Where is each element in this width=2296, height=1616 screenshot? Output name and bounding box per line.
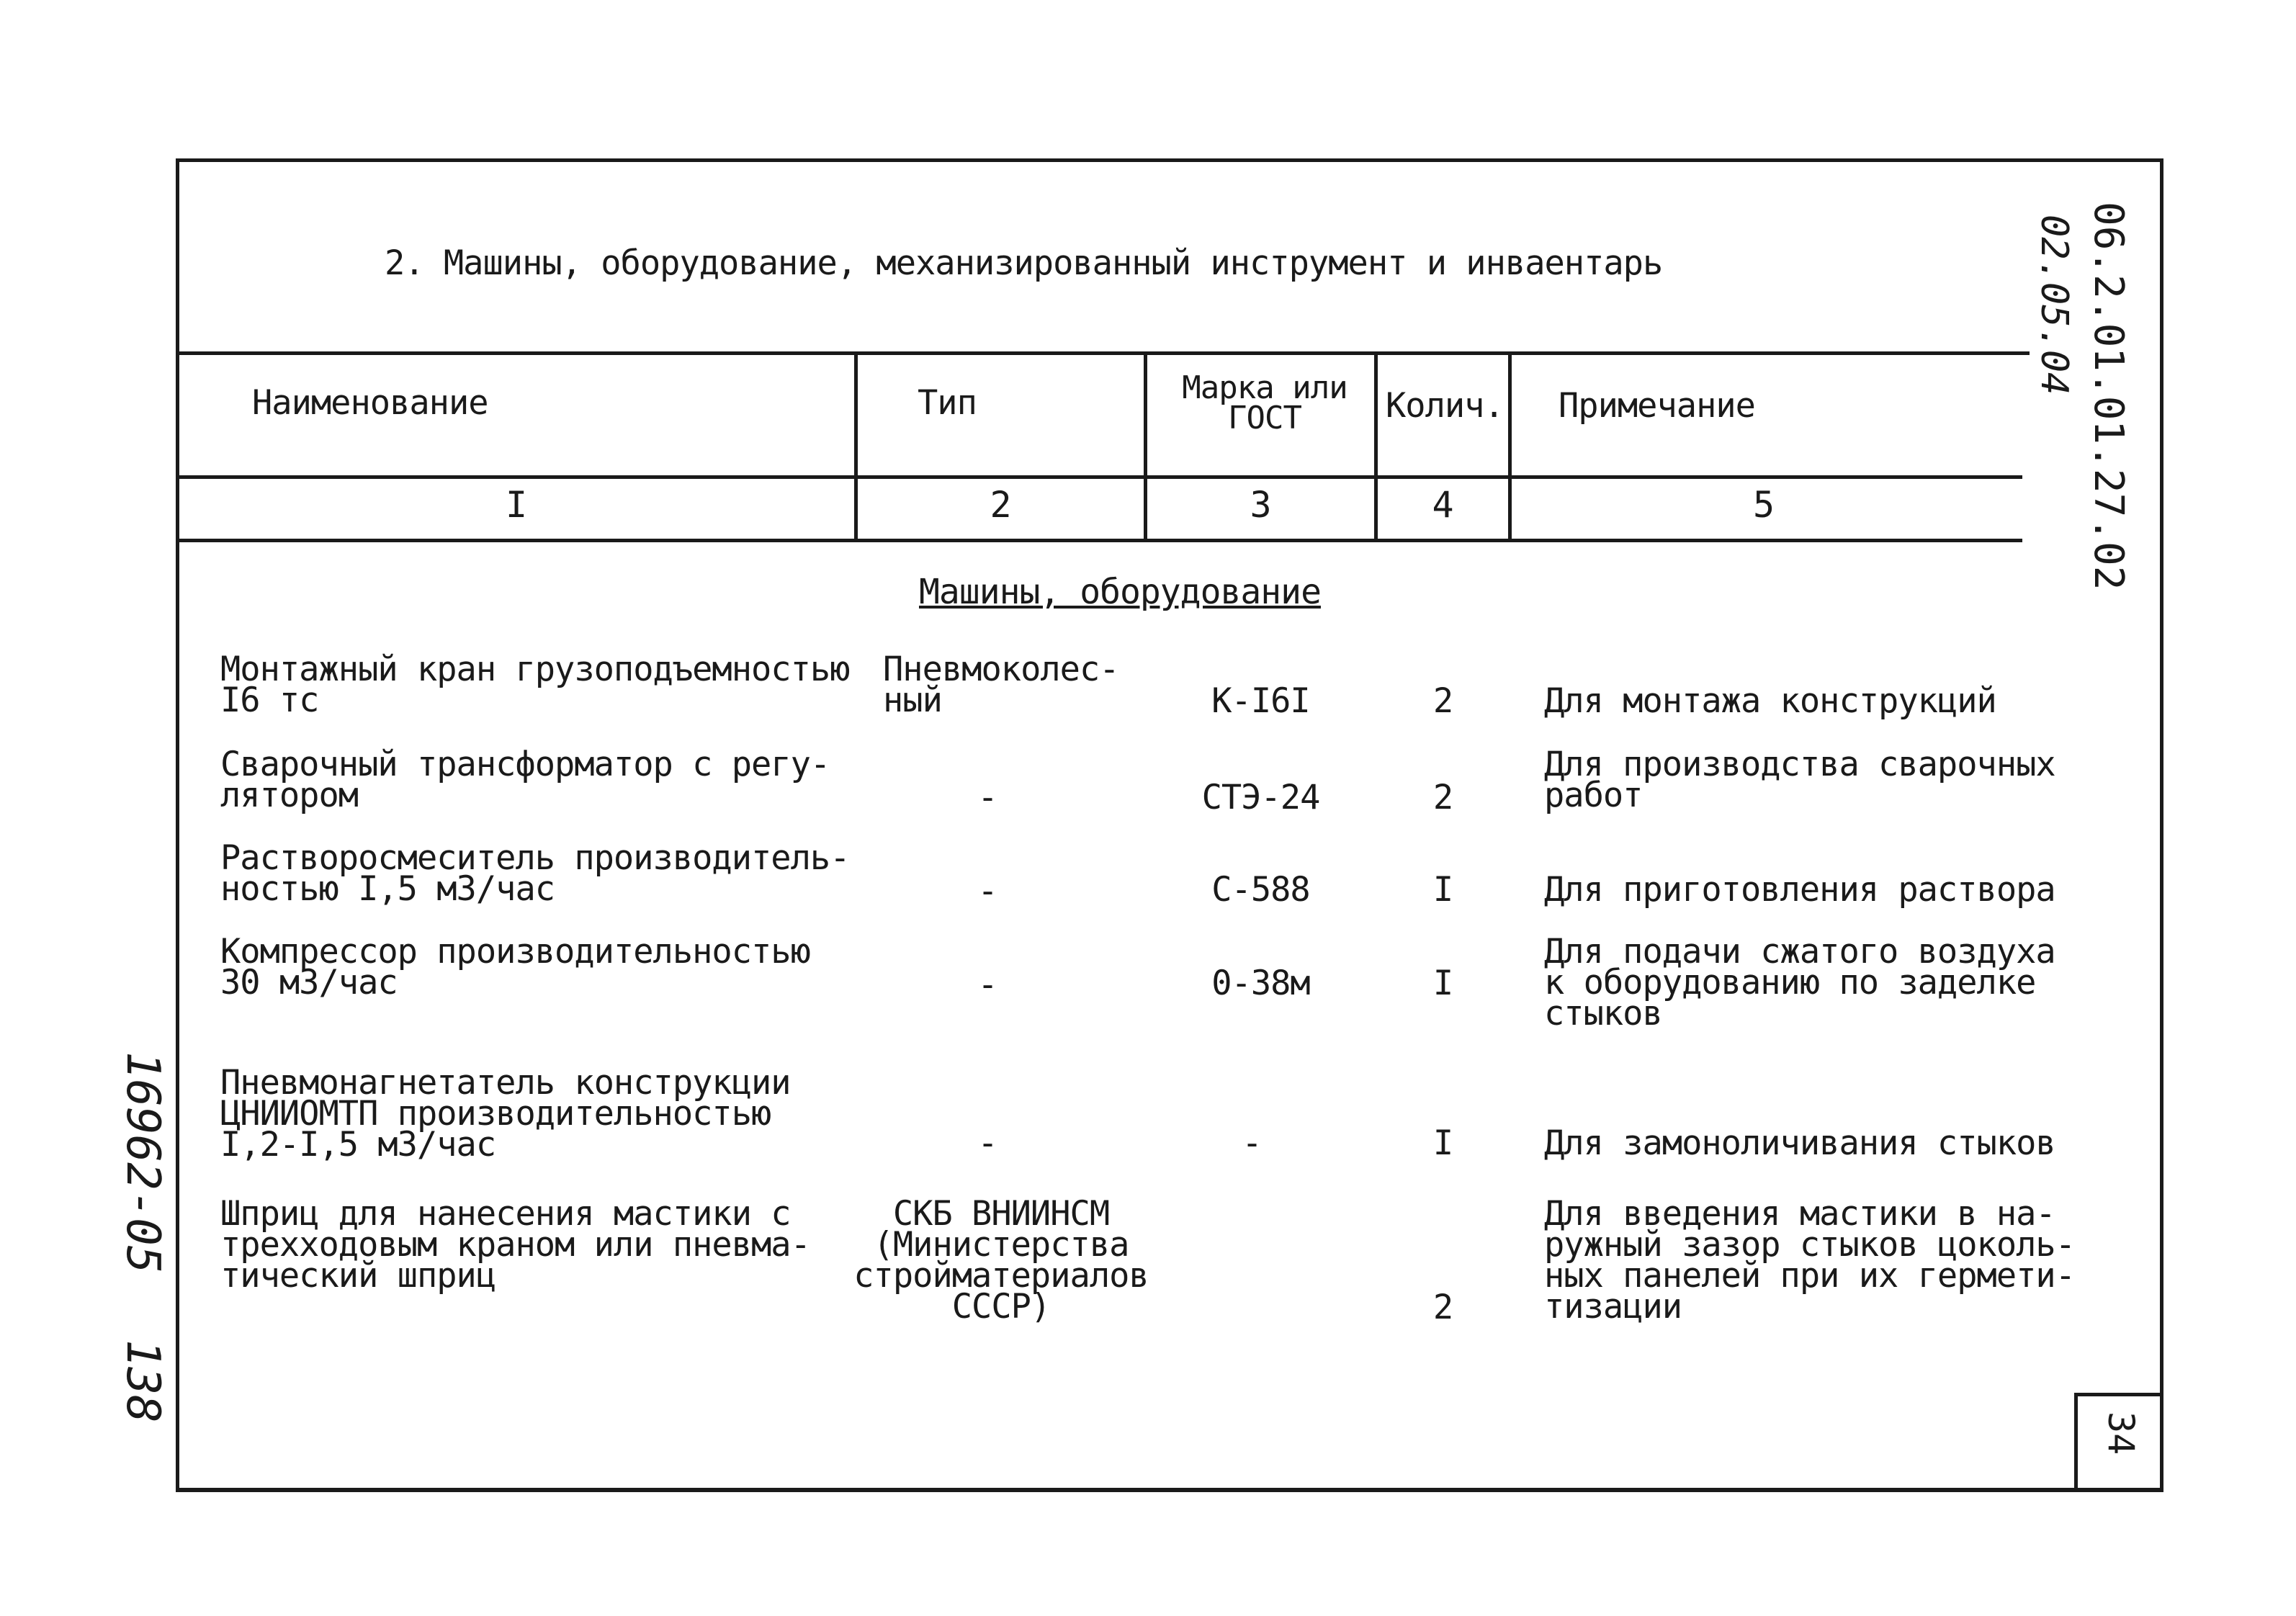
row5-type: -	[977, 1123, 997, 1163]
row5-note: Для замоноличивания стыков	[1544, 1123, 2055, 1163]
row1-type: Пневмоколес- ный	[883, 650, 1119, 720]
row6-note: Для введения мастики в на- ружный зазор стыков цоколь- ных панелей при их гермети- тизации	[1544, 1194, 2076, 1327]
row5-name: Пневмонагнетатель конструкции ЦНИИОМТП производительностью I,2-I,5 м3/час	[220, 1063, 791, 1164]
document-code-handwritten: 02.05.04	[2032, 215, 2076, 395]
header-type: Тип	[918, 383, 977, 423]
row4-type: -	[977, 965, 997, 1005]
header-qty: Колич.	[1386, 386, 1504, 426]
col-number-3: 3	[1250, 484, 1272, 526]
side-page: 138	[116, 1339, 169, 1423]
row3-note: Для приготовления раствора	[1544, 870, 2055, 910]
table-top-rule	[179, 351, 2030, 355]
row3-type: -	[977, 871, 997, 911]
row2-qty: 2	[1432, 778, 1453, 817]
col-number-2: 2	[990, 484, 1012, 526]
col-number-1: I	[505, 484, 528, 526]
row2-name: Сварочный трансформатор с регу- лятором	[220, 745, 830, 815]
col-number-5: 5	[1752, 484, 1775, 526]
page-number: 34	[2100, 1411, 2142, 1455]
group-title: Машины, оборудование	[919, 572, 1321, 612]
row4-note: Для подачи сжатого воздуха к оборудованию по заделке стыков	[1544, 932, 2055, 1033]
header-mark-line2: ГОСТ	[1228, 400, 1301, 436]
row2-type: -	[977, 778, 997, 817]
section-heading: 2. Машины, оборудование, механизированный инструмент и инваентарь	[385, 243, 1663, 283]
row1-name: Монтажный кран грузоподъемностью I6 тс	[220, 650, 850, 720]
row2-mark: СТЭ-24	[1201, 778, 1320, 817]
row4-mark: 0-38м	[1211, 964, 1310, 1003]
header-note: Примечание	[1559, 386, 1755, 426]
row6-name: Шприц для нанесения мастики с трехходовым краном или пневма- тический шприц	[220, 1194, 810, 1296]
row3-name: Растворосмеситель производитель- ностью I,5 м3/час	[220, 838, 850, 909]
header-bottom-rule	[179, 475, 2022, 479]
row1-qty: 2	[1432, 681, 1453, 721]
row1-mark: К-I6I	[1211, 681, 1310, 721]
numbers-bottom-rule	[179, 539, 2022, 542]
side-number: 16962-05	[116, 1051, 169, 1274]
row3-mark: С-588	[1211, 870, 1310, 910]
header-mark	[1157, 369, 1373, 436]
col-number-4: 4	[1432, 484, 1454, 526]
row3-qty: I	[1432, 870, 1453, 910]
row5-mark: -	[1242, 1123, 1262, 1163]
row4-name: Компрессор производительностью 30 м3/час	[220, 932, 810, 1002]
row5-qty: I	[1432, 1123, 1453, 1163]
document-code: 06.2.01.01.27.02	[2085, 202, 2132, 591]
row6-qty: 2	[1432, 1288, 1453, 1327]
row6-type: СКБ ВНИИНСМ (Министерства стройматериалов СССР)	[853, 1194, 1149, 1327]
header-mark-line1: Марка или	[1182, 369, 1347, 406]
row1-note: Для монтажа конструкций	[1544, 681, 1996, 721]
row2-note: Для производства сварочных работ	[1544, 745, 2055, 815]
header-name: Наименование	[252, 383, 488, 423]
row4-qty: I	[1432, 964, 1453, 1003]
